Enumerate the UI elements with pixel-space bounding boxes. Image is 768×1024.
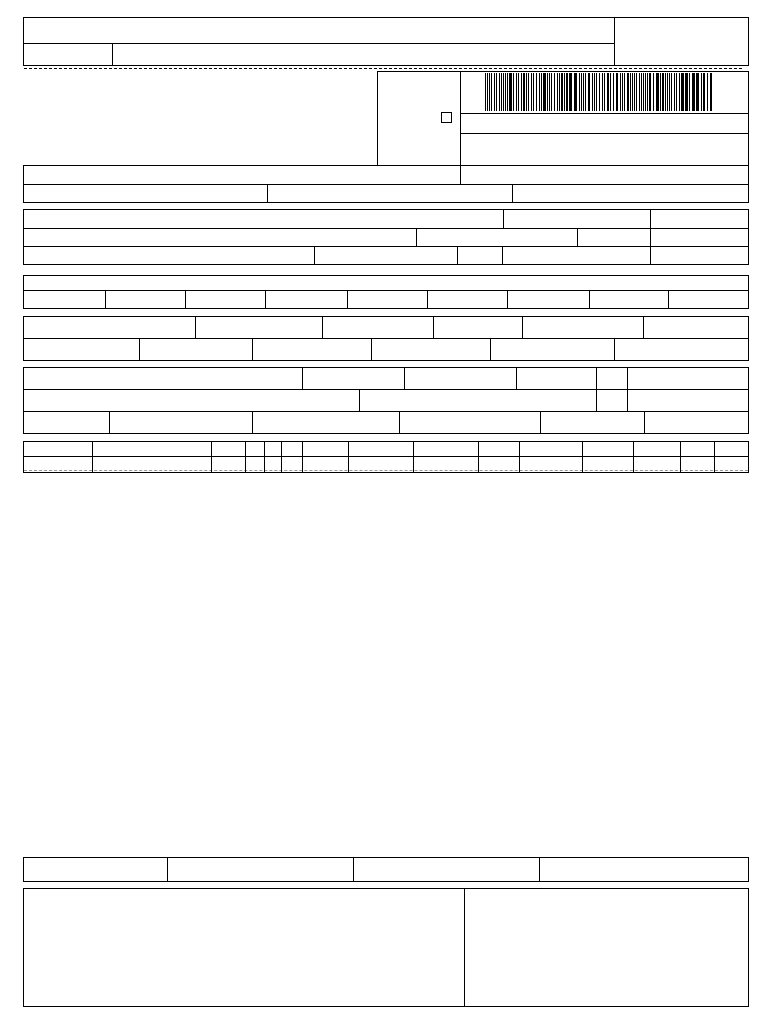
barcode-bar (649, 73, 651, 111)
barcode-bar (681, 73, 684, 111)
products-col-1 (92, 441, 93, 473)
products-col-5 (281, 441, 282, 473)
tax-id-divider (512, 184, 513, 203)
additional-info-field[interactable] (23, 888, 465, 1007)
nature-of-operation-divider (460, 165, 461, 185)
uf-divider (627, 367, 628, 411)
recipient-district-divider (577, 228, 578, 246)
products-col-11 (582, 441, 583, 473)
volume-col-2 (252, 411, 253, 434)
received-by-field[interactable] (23, 17, 615, 44)
tax-top-col-3 (433, 316, 434, 338)
barcode-bar (503, 73, 504, 111)
carrier-row-line-2 (23, 411, 749, 412)
carrier-section (23, 367, 749, 434)
recipient-phone-divider (457, 246, 458, 265)
carrier-name-divider (302, 367, 303, 389)
barcode-bar (496, 73, 497, 111)
barcode-bar (656, 73, 659, 111)
billing-col-8 (668, 290, 669, 309)
barcode-bar (487, 73, 488, 111)
freight-divider (404, 367, 405, 389)
barcode-bar (669, 73, 670, 111)
recipient-taxid-divider (650, 209, 651, 265)
barcode-bar (564, 73, 565, 111)
barcode-bar (561, 73, 563, 111)
carrier-address-divider (359, 389, 360, 411)
barcode-bar (557, 73, 558, 111)
barcode-bar (653, 73, 654, 111)
barcode-bar (707, 73, 708, 111)
barcode-image (485, 73, 713, 111)
barcode-bar (636, 73, 637, 111)
barcode-bar (547, 73, 548, 111)
products-table (23, 441, 749, 473)
carrier-row-line-1 (23, 389, 749, 390)
barcode-bar (528, 73, 529, 111)
barcode-bar (501, 73, 502, 111)
recipient-name-divider (503, 209, 504, 228)
barcode-bar (539, 73, 540, 111)
barcode-bar (624, 73, 625, 111)
barcode-bar (581, 73, 582, 111)
barcode-bar (569, 73, 572, 111)
service-tax-col-2 (353, 857, 354, 882)
billing-col-2 (185, 290, 186, 309)
barcode-bar (643, 73, 644, 111)
barcode-bar (531, 73, 532, 111)
products-col-7 (348, 441, 349, 473)
barcode-bar (602, 73, 603, 111)
recipient-row-line-1 (23, 228, 749, 229)
barcode-bar (516, 73, 517, 111)
volume-col-5 (644, 411, 645, 434)
products-col-6 (302, 441, 303, 473)
barcode-bar (491, 73, 492, 111)
tax-top-col-5 (643, 316, 644, 338)
barcode-bar (585, 73, 586, 111)
tax-authority-reserved-field (464, 888, 749, 1007)
entry-exit-checkbox[interactable] (441, 112, 452, 123)
tax-top-col-2 (322, 316, 323, 338)
tax-bottom-col-2 (252, 338, 253, 361)
recipient-city-divider (314, 246, 315, 265)
barcode-bar (494, 73, 495, 111)
barcode-bar (610, 73, 611, 111)
tax-bottom-col-5 (614, 338, 615, 361)
barcode-bar (549, 73, 550, 111)
barcode-bar (523, 73, 525, 111)
barcode-bar (710, 73, 712, 111)
barcode-bar (594, 73, 595, 111)
billing-section (23, 275, 749, 309)
barcode-bar (604, 73, 605, 111)
barcode-bar (696, 73, 699, 111)
barcode-bar (613, 73, 614, 111)
barcode-bar (521, 73, 522, 111)
barcode-bar (583, 73, 584, 111)
tax-top-col-4 (522, 316, 523, 338)
recipient-address-divider (416, 228, 417, 246)
service-tax-col-1 (167, 857, 168, 882)
barcode-bar (559, 73, 560, 111)
billing-col-5 (427, 290, 428, 309)
barcode-bar (645, 73, 646, 111)
barcode-bar (665, 73, 666, 111)
barcode-bar (588, 73, 590, 111)
products-col-13 (680, 441, 681, 473)
barcode-bar (509, 73, 512, 111)
barcode-bar (513, 73, 514, 111)
tax-bottom-col-3 (371, 338, 372, 361)
barcode-bar (485, 73, 486, 111)
volume-col-3 (399, 411, 400, 434)
barcode-bar (660, 73, 661, 111)
access-key-line-2 (460, 133, 749, 134)
products-col-10 (519, 441, 520, 473)
tax-top-col-1 (195, 316, 196, 338)
barcode-bar (627, 73, 629, 111)
issuer-logo-box (23, 71, 378, 166)
barcode-bar (639, 73, 640, 111)
receipt-number-field[interactable] (615, 18, 748, 65)
tax-bottom-col-1 (139, 338, 140, 361)
barcode-bar (671, 73, 672, 111)
barcode-bar (543, 73, 546, 111)
barcode-bar (676, 73, 677, 111)
service-tax-col-3 (539, 857, 540, 882)
products-col-14 (714, 441, 715, 473)
issuer-registration-row (23, 184, 749, 203)
barcode-bar (554, 73, 555, 111)
barcode-bar (596, 73, 597, 111)
receipt-signature-field[interactable] (113, 44, 614, 66)
barcode-bar (607, 73, 609, 111)
barcode-bar (622, 73, 623, 111)
barcode-bar (634, 73, 635, 111)
barcode-bar (507, 73, 508, 111)
barcode-bar (579, 73, 580, 111)
barcode-bar (566, 73, 568, 111)
recipient-row-line-2 (23, 246, 749, 247)
barcode-bar (518, 73, 519, 111)
barcode-bar (599, 73, 600, 111)
billing-col-4 (347, 290, 348, 309)
barcode-bar (616, 73, 618, 111)
barcode-bar (551, 73, 552, 111)
tax-bottom-col-4 (490, 338, 491, 361)
barcode-bar (536, 73, 537, 111)
volume-col-4 (540, 411, 541, 434)
barcode-bar (533, 73, 534, 111)
barcode-bar (592, 73, 593, 111)
access-key-line-1 (460, 113, 749, 114)
barcode-bar (692, 73, 695, 111)
recipient-state-divider (502, 246, 503, 265)
barcode-bar (701, 73, 702, 111)
nature-of-operation-row (23, 165, 749, 185)
barcode-bar (574, 73, 577, 111)
barcode-bar (505, 73, 506, 111)
barcode-bar (630, 73, 631, 111)
billing-col-7 (589, 290, 590, 309)
billing-col-6 (507, 290, 508, 309)
barcode-bar (541, 73, 542, 111)
tear-off-line (24, 68, 742, 69)
barcode-bar (620, 73, 621, 111)
billing-col-1 (105, 290, 106, 309)
billing-col-3 (265, 290, 266, 309)
products-col-9 (478, 441, 479, 473)
barcode-bar (526, 73, 527, 111)
barcode-bar (647, 73, 648, 111)
antt-divider (516, 367, 517, 389)
tax-row-line (23, 338, 749, 339)
barcode-bar (674, 73, 675, 111)
barcode-bar (685, 73, 688, 111)
products-col-3 (245, 441, 246, 473)
products-col-4 (264, 441, 265, 473)
barcode-bar (703, 73, 705, 111)
billing-row-line (23, 290, 749, 291)
products-row-separator (24, 470, 748, 471)
barcode-bar (489, 73, 490, 111)
barcode-bar (667, 73, 668, 111)
receipt-date-field[interactable] (23, 44, 113, 66)
products-col-8 (413, 441, 414, 473)
products-col-2 (211, 441, 212, 473)
volume-col-1 (109, 411, 110, 434)
barcode-bar (499, 73, 500, 111)
barcode-bar (689, 73, 690, 111)
barcode-bar (662, 73, 664, 111)
barcode-bar (641, 73, 642, 111)
products-header-line (23, 456, 749, 457)
state-registration-divider (267, 184, 268, 203)
service-tax-section (23, 857, 749, 882)
barcode-bar (632, 73, 633, 111)
plate-divider (596, 367, 597, 411)
barcode-bar (679, 73, 680, 111)
products-col-12 (633, 441, 634, 473)
recipient-section (23, 209, 749, 265)
